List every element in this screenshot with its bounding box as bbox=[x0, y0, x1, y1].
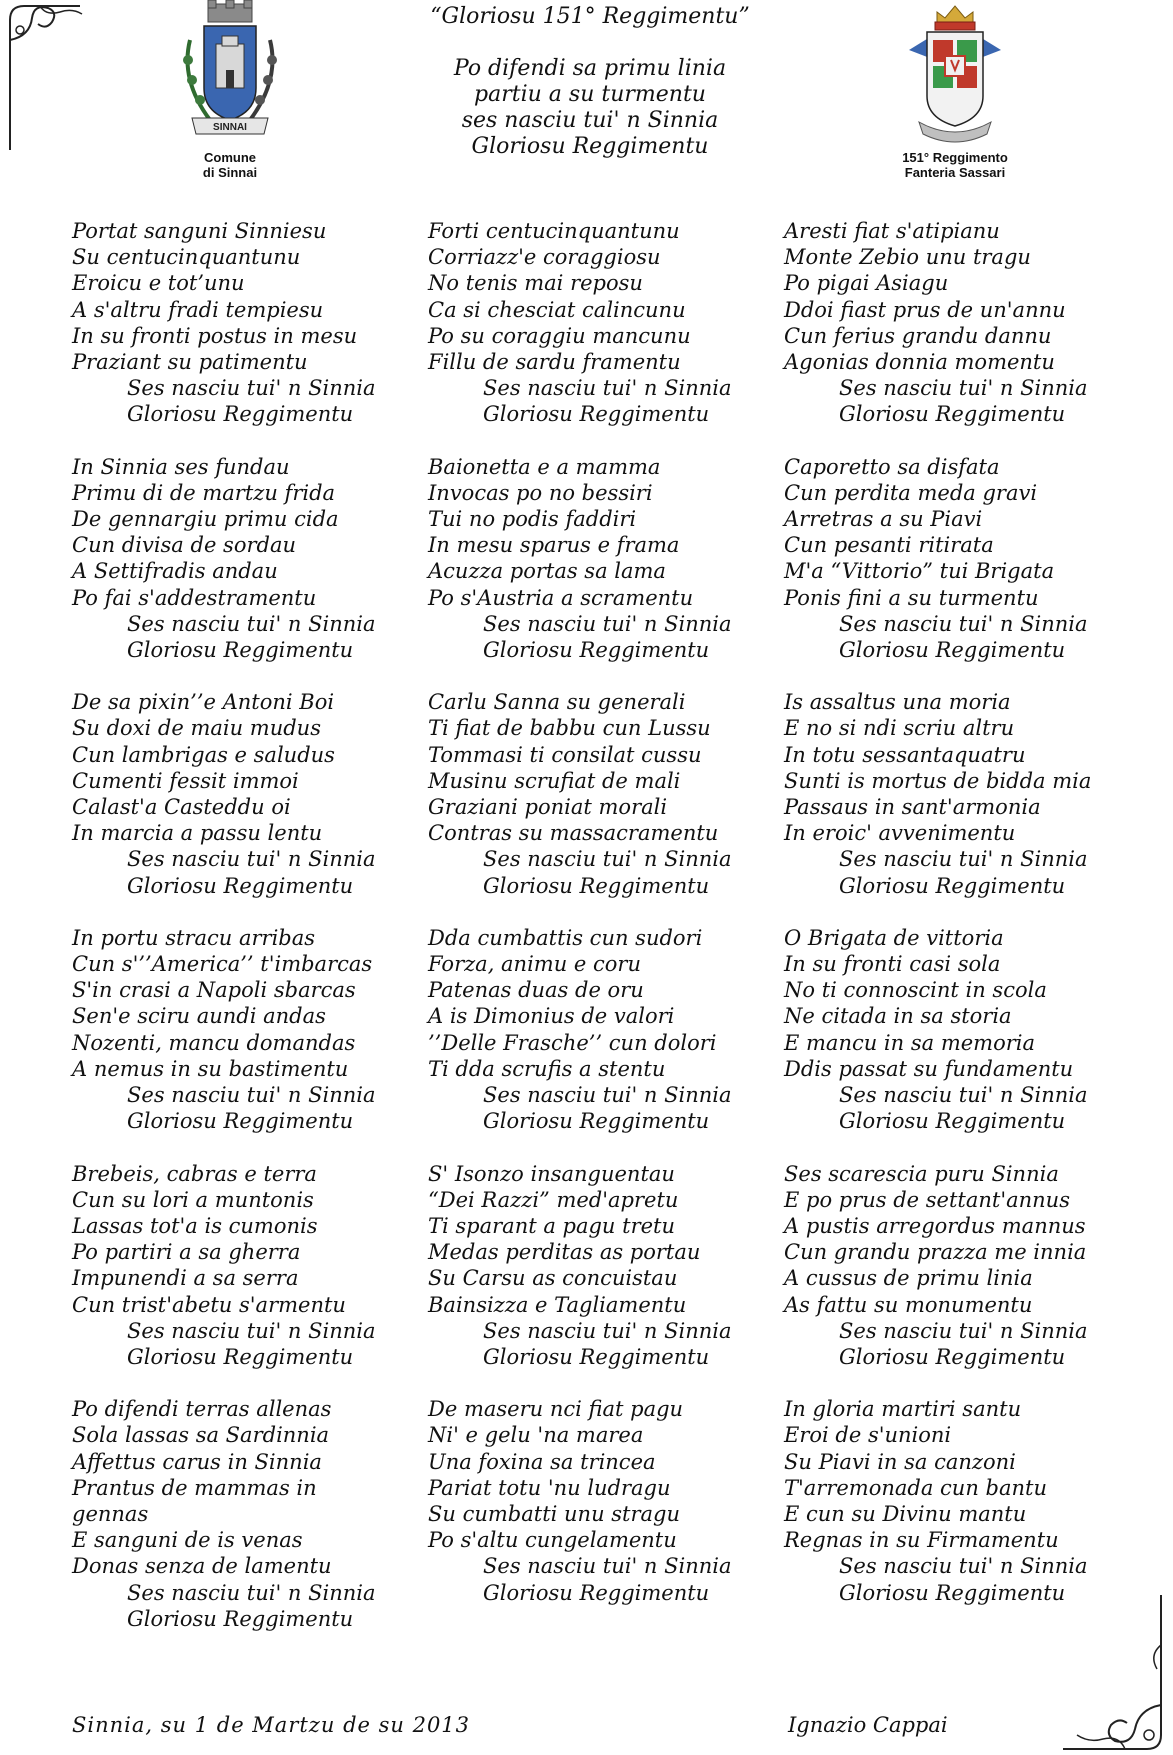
stanza bbox=[428, 1161, 773, 1371]
refrain-line: Gloriosu Reggimentu bbox=[483, 638, 710, 663]
verse-line: Tui no podis faddiri bbox=[428, 507, 637, 532]
refrain-line: Gloriosu Reggimentu bbox=[127, 638, 354, 663]
verse-line: Praziant su patimentu bbox=[72, 350, 308, 375]
verse-line: Dda cumbattis cun sudori bbox=[428, 925, 703, 950]
verse-line: Tommasi ti consilat cussu bbox=[428, 742, 702, 767]
verse-column-3 bbox=[784, 218, 1129, 1632]
stanza bbox=[784, 689, 1129, 899]
stanza bbox=[784, 1396, 1129, 1606]
regiment-crest-icon bbox=[895, 0, 1015, 150]
verse-line: Nozenti, mancu domandas bbox=[72, 1030, 356, 1055]
verse-line: Affettus carus in Sinnia bbox=[72, 1449, 322, 1474]
verse-line: S'in crasi a Napoli sbarcas bbox=[72, 978, 356, 1003]
verse-line: Ddoi fiast prus de un'annu bbox=[784, 297, 1066, 322]
refrain-line: Ses nasciu tui' n Sinnia bbox=[839, 1318, 1088, 1343]
verse-line: Eroicu e tot’unu bbox=[72, 271, 245, 296]
stanza bbox=[72, 1161, 417, 1371]
refrain-line: Ses nasciu tui' n Sinnia bbox=[127, 611, 376, 636]
verse-line: Una foxina sa trincea bbox=[428, 1449, 656, 1474]
verse-line: Po difendi terras allenas bbox=[72, 1397, 332, 1422]
verse-line: Graziani poniat morali bbox=[428, 795, 668, 820]
verse-line: S' Isonzo insanguentau bbox=[428, 1161, 675, 1186]
verse-line: Regnas in su Firmamentu bbox=[784, 1528, 1059, 1553]
logo-caption-comune: Comune bbox=[204, 150, 256, 165]
verse-line: Sen'e sciru aundi andas bbox=[72, 1004, 326, 1029]
refrain-line: Gloriosu Reggimentu bbox=[839, 1344, 1066, 1369]
verse-line: Acuzza portas sa lama bbox=[428, 559, 666, 584]
verse-line: Forti centucinquantunu bbox=[428, 219, 680, 243]
refrain-line: Gloriosu Reggimentu bbox=[839, 1580, 1066, 1605]
verse-line: Po pigai Asiagu bbox=[784, 271, 949, 296]
refrain-line: Ses nasciu tui' n Sinnia bbox=[483, 611, 732, 636]
verse-line: Po fai s'addestramentu bbox=[72, 585, 317, 610]
refrain-line: Gloriosu Reggimentu bbox=[127, 1344, 354, 1369]
verse-line: Monte Zebio unu tragu bbox=[784, 245, 1031, 270]
verse-line: No tenis mai reposu bbox=[428, 271, 643, 296]
refrain-line: Gloriosu Reggimentu bbox=[127, 1606, 354, 1631]
verse-line: A pustis arregordus mannus bbox=[784, 1213, 1086, 1238]
stanza bbox=[428, 218, 773, 428]
verse-line: Ddis passat su fundamentu bbox=[784, 1056, 1074, 1081]
verse-line: E cun su Divinu mantu bbox=[784, 1501, 1027, 1526]
refrain-line: Ses nasciu tui' n Sinnia bbox=[483, 1554, 732, 1579]
verse-line: Aresti fiat s'atipianu bbox=[784, 219, 1000, 243]
verse-line: Eroi de s'unioni bbox=[784, 1423, 952, 1448]
verse-line: Caporetto sa disfata bbox=[784, 454, 1000, 479]
refrain-line: Ses nasciu tui' n Sinnia bbox=[127, 1580, 376, 1605]
refrain-line: Gloriosu Reggimentu bbox=[127, 402, 354, 427]
logo-caption-sinnai: di Sinnai bbox=[202, 165, 258, 180]
stanza bbox=[784, 454, 1129, 664]
verse-line: Su doxi de maiu mudus bbox=[72, 716, 321, 741]
intro-line: ses nasciu tui' n Sinnia bbox=[461, 108, 719, 133]
verse-line: Carlu Sanna su generali bbox=[428, 690, 686, 715]
verse-line: Cumenti fessit immoi bbox=[72, 768, 299, 793]
author-signature: Ignazio Cappai bbox=[788, 1713, 948, 1737]
verse-line: Primu di de martzu frida bbox=[72, 480, 336, 505]
verse-line: Cun trist'abetu s'armentu bbox=[72, 1292, 346, 1317]
verse-line: No ti connoscint in scola bbox=[784, 978, 1047, 1003]
verse-line: “Dei Razzi” med'apretu bbox=[428, 1187, 679, 1212]
refrain-line: Ses nasciu tui' n Sinnia bbox=[839, 1554, 1088, 1579]
verse-line: Cun grandu prazza me innia bbox=[784, 1240, 1087, 1265]
refrain-line: Gloriosu Reggimentu bbox=[483, 1344, 710, 1369]
verse-line: Ca si chesciat calincunu bbox=[428, 297, 686, 322]
verse-line: A cussus de primu linia bbox=[784, 1266, 1033, 1291]
verse-line: De sa pixin’’e Antoni Boi bbox=[72, 690, 335, 715]
sinnai-coat-of-arms bbox=[160, 0, 300, 180]
refrain-line: Ses nasciu tui' n Sinnia bbox=[483, 1083, 732, 1108]
stanza bbox=[784, 1161, 1129, 1371]
poem-title: “Gloriosu 151° Reggimentu” bbox=[430, 4, 750, 29]
stanza bbox=[72, 1396, 417, 1632]
verse-line: In Sinnia ses fundau bbox=[72, 454, 290, 479]
verse-line: In totu sessantaquatru bbox=[784, 742, 1026, 767]
refrain-line: Ses nasciu tui' n Sinnia bbox=[839, 376, 1088, 401]
verse-line: A Settifradis andau bbox=[72, 559, 278, 584]
verse-line: Agonias donnia momentu bbox=[784, 350, 1055, 375]
verse-line: Su Piavi in sa canzoni bbox=[784, 1449, 1016, 1474]
verse-line: Ti dda scrufis a stentu bbox=[428, 1056, 666, 1081]
stanza bbox=[428, 689, 773, 899]
verse-line: Impunendi a sa serra bbox=[72, 1266, 299, 1291]
verse-line: A is Dimonius de valori bbox=[428, 1004, 675, 1029]
verse-line: gennas bbox=[72, 1501, 149, 1526]
verse-line: E po prus de settant'annus bbox=[784, 1187, 1070, 1212]
sinnai-crest-icon bbox=[170, 0, 290, 150]
verse-line: In gloria martiri santu bbox=[784, 1397, 1022, 1422]
refrain-line: Gloriosu Reggimentu bbox=[839, 873, 1066, 898]
refrain-line: Ses nasciu tui' n Sinnia bbox=[127, 1318, 376, 1343]
verse-line: In eroic' avvenimentu bbox=[784, 821, 1016, 846]
refrain-line: Ses nasciu tui' n Sinnia bbox=[839, 1083, 1088, 1108]
verse-line: Sola lassas sa Sardinnia bbox=[72, 1423, 330, 1448]
refrain-line: Ses nasciu tui' n Sinnia bbox=[483, 847, 732, 872]
verse-line: O Brigata de vittoria bbox=[784, 925, 1004, 950]
verse-line: Su cumbatti unu stragu bbox=[428, 1501, 681, 1526]
verse-line: Po s'altu cungelamentu bbox=[428, 1528, 677, 1553]
logo-caption-regiment: 151° Reggimento bbox=[902, 150, 1008, 165]
svg-text:SINNAI: SINNAI bbox=[213, 122, 247, 133]
verse-line: In su fronti postus in mesu bbox=[72, 323, 358, 348]
verse-column-2 bbox=[428, 218, 773, 1632]
verse-line: Brebeis, cabras e terra bbox=[72, 1161, 317, 1186]
verse-line: Po s'Austria a scramentu bbox=[428, 585, 694, 610]
verse-line: Passaus in sant'armonia bbox=[784, 795, 1041, 820]
refrain-line: Gloriosu Reggimentu bbox=[483, 1109, 710, 1134]
poem-header bbox=[420, 4, 760, 160]
verse-line: T'arremonada cun bantu bbox=[784, 1475, 1047, 1500]
verse-line: Bainsizza e Tagliamentu bbox=[428, 1292, 687, 1317]
verse-line: Contras su massacramentu bbox=[428, 821, 719, 846]
stanza bbox=[72, 925, 417, 1135]
verse-line: Ponis fini a su turmentu bbox=[784, 585, 1039, 610]
intro-line: Po difendi sa primu linia bbox=[453, 56, 727, 81]
verse-line: Cun divisa de sordau bbox=[72, 533, 296, 558]
verse-line: Cun su lori a muntonis bbox=[72, 1187, 314, 1212]
verse-line: Arretras a su Piavi bbox=[784, 507, 983, 532]
refrain-line: Ses nasciu tui' n Sinnia bbox=[483, 1318, 732, 1343]
verse-line: A s'altru fradi tempiesu bbox=[72, 297, 324, 322]
corner-flourish-top-left bbox=[0, 0, 90, 160]
stanza bbox=[72, 454, 417, 664]
verse-line: E no si ndi scriu altru bbox=[784, 716, 1015, 741]
refrain-line: Gloriosu Reggimentu bbox=[839, 1109, 1066, 1134]
verse-line: Ti fiat de babbu cun Lussu bbox=[428, 716, 711, 741]
verse-line: Sunti is mortus de bidda mia bbox=[784, 768, 1092, 793]
stanza bbox=[784, 218, 1129, 428]
verse-line: De maseru nci fiat pagu bbox=[428, 1397, 684, 1422]
verse-line: Ne citada in sa storia bbox=[784, 1004, 1012, 1029]
stanza bbox=[72, 689, 417, 899]
verse-line: Su centucinquantunu bbox=[72, 245, 301, 270]
stanza bbox=[428, 454, 773, 664]
refrain-line: Ses nasciu tui' n Sinnia bbox=[839, 611, 1088, 636]
stanza bbox=[784, 925, 1129, 1135]
refrain-line: Gloriosu Reggimentu bbox=[127, 1109, 354, 1134]
verse-line: Prantus de mammas in bbox=[72, 1475, 317, 1500]
verse-line: In su fronti casi sola bbox=[784, 952, 1001, 977]
verse-line: Pariat totu 'nu ludragu bbox=[428, 1475, 671, 1500]
verse-line: Cun perdita meda gravi bbox=[784, 480, 1038, 505]
verse-line: Ti sparant a pagu tretu bbox=[428, 1213, 676, 1238]
logo-caption-fanteria: Fanteria Sassari bbox=[904, 165, 1006, 180]
verse-line: ’’Delle Frasche’’ cun dolori bbox=[428, 1030, 717, 1055]
verse-line: Lassas tot'a is cumonis bbox=[72, 1213, 318, 1238]
verse-line: Invocas po no bessiri bbox=[428, 480, 653, 505]
verse-line: Cun s'’’America’’ t'imbarcas bbox=[72, 952, 373, 977]
regiment-coat-of-arms bbox=[870, 0, 1040, 180]
verse-line: Musinu scrufiat de mali bbox=[428, 768, 681, 793]
refrain-line: Ses nasciu tui' n Sinnia bbox=[483, 376, 732, 401]
refrain-line: Ses nasciu tui' n Sinnia bbox=[839, 847, 1088, 872]
refrain-line: Gloriosu Reggimentu bbox=[127, 873, 354, 898]
verse-line: Corriazz'e coraggiosu bbox=[428, 245, 661, 270]
verse-line: Patenas duas de oru bbox=[428, 978, 644, 1003]
stanza bbox=[72, 218, 417, 428]
verse-line: Po partiri a sa gherra bbox=[72, 1240, 301, 1265]
intro-line: Gloriosu Reggimentu bbox=[471, 134, 709, 159]
verse-line: Cun pesanti ritirata bbox=[784, 533, 994, 558]
verse-line: Portat sanguni Sinniesu bbox=[72, 219, 327, 243]
verse-line: De gennargiu primu cida bbox=[72, 507, 339, 532]
verse-line: Cun ferius grandu dannu bbox=[784, 323, 1052, 348]
refrain-line: Ses nasciu tui' n Sinnia bbox=[127, 1083, 376, 1108]
verse-line: In portu stracu arribas bbox=[72, 925, 316, 950]
verse-line: Cun lambrigas e saludus bbox=[72, 742, 335, 767]
verse-line: Calast'a Casteddu oi bbox=[72, 795, 291, 820]
verse-line: M'a “Vittorio” tui Brigata bbox=[784, 559, 1055, 584]
stanza bbox=[428, 925, 773, 1135]
verse-line: Fillu de sardu framentu bbox=[428, 350, 681, 375]
verse-line: Donas senza de lamentu bbox=[72, 1554, 332, 1579]
verse-line: Forza, animu e coru bbox=[428, 952, 641, 977]
verse-column-1 bbox=[72, 218, 417, 1658]
refrain-line: Ses nasciu tui' n Sinnia bbox=[127, 376, 376, 401]
verse-line: E mancu in sa memoria bbox=[784, 1030, 1035, 1055]
verse-line: Is assaltus una moria bbox=[784, 690, 1011, 715]
refrain-line: Gloriosu Reggimentu bbox=[839, 402, 1066, 427]
refrain-line: Gloriosu Reggimentu bbox=[483, 1580, 710, 1605]
verse-line: Medas perditas as portau bbox=[428, 1240, 701, 1265]
verse-line: Baionetta e a mamma bbox=[428, 454, 661, 479]
refrain-line: Gloriosu Reggimentu bbox=[839, 638, 1066, 663]
verse-line: As fattu su monumentu bbox=[784, 1292, 1033, 1317]
refrain-line: Ses nasciu tui' n Sinnia bbox=[127, 847, 376, 872]
stanza bbox=[428, 1396, 773, 1606]
intro-line: partiu a su turmentu bbox=[474, 82, 706, 107]
verse-line: Po su coraggiu mancunu bbox=[428, 323, 691, 348]
place-date: Sinnia, su 1 de Martzu de su 2013 bbox=[72, 1713, 471, 1737]
refrain-line: Gloriosu Reggimentu bbox=[483, 402, 710, 427]
verse-line: A nemus in su bastimentu bbox=[72, 1056, 349, 1081]
refrain-line: Gloriosu Reggimentu bbox=[483, 873, 710, 898]
verse-line: Ses scarescia puru Sinnia bbox=[784, 1161, 1059, 1186]
verse-line: E sanguni de is venas bbox=[72, 1528, 303, 1553]
verse-line: Ni' e gelu 'na marea bbox=[428, 1423, 644, 1448]
verse-line: Su Carsu as concuistau bbox=[428, 1266, 678, 1291]
verse-line: In mesu sparus e frama bbox=[428, 533, 680, 558]
verse-line: In marcia a passu lentu bbox=[72, 821, 323, 846]
